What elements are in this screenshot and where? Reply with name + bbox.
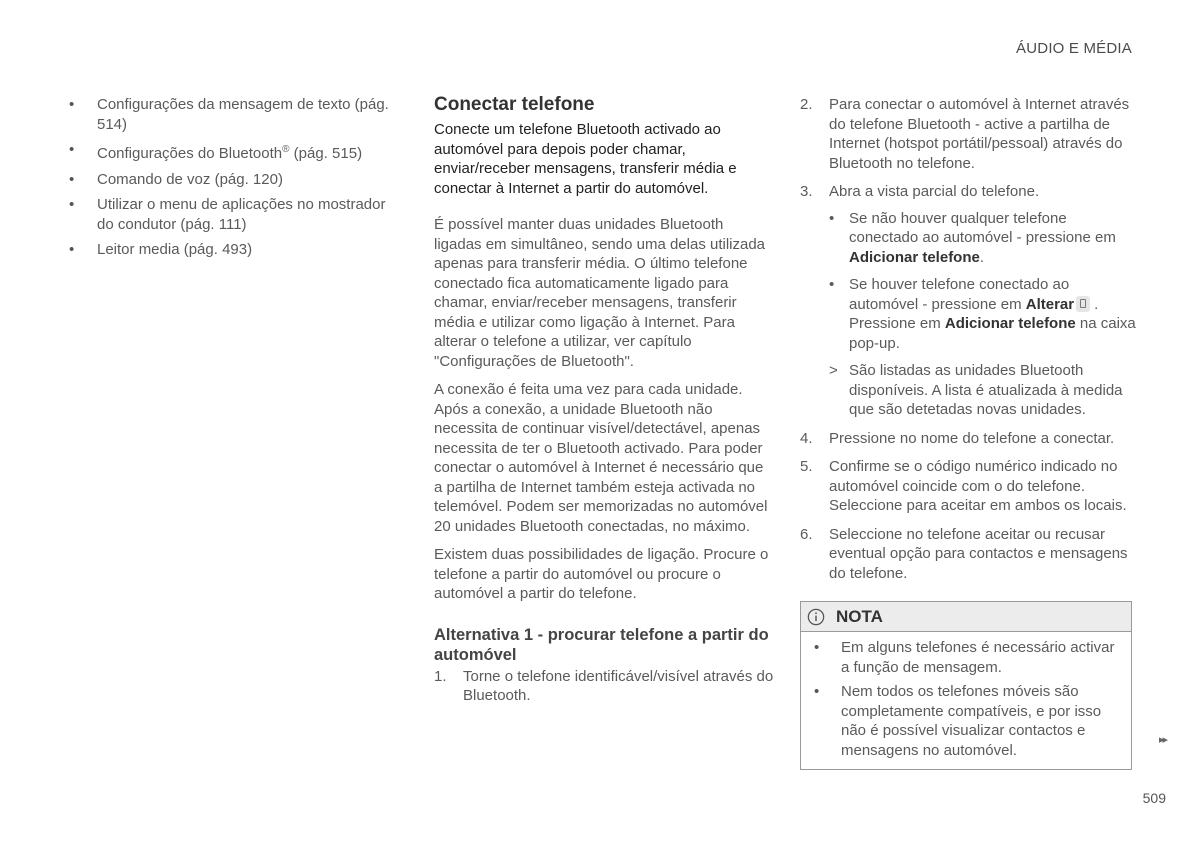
note-item: • Nem todos os telefones móveis são completamente compatíveis, e por isso não é possível visualizar contactos e mensagens no automóvel. — [813, 682, 1119, 760]
registered-mark: ® — [282, 144, 290, 155]
step-text: Torne o telefone identificável/visível através do Bluetooth. — [463, 667, 774, 704]
note-header — [801, 602, 1131, 632]
step-number: 4. — [800, 429, 813, 447]
info-icon — [807, 608, 825, 626]
list-item: • Configurações da mensagem de texto (pág. 514) — [68, 95, 390, 134]
step-number: 6. — [800, 525, 813, 543]
bullet-mark: • — [829, 276, 835, 293]
note-title: NOTA — [836, 606, 883, 626]
step-number: 5. — [800, 458, 813, 475]
list-item: • Utilizar o menu de aplicações no mostrador do condutor (pág. 111) — [68, 195, 390, 234]
step-number: 1. — [434, 667, 447, 685]
page-title: Conectar telefone — [434, 94, 595, 115]
step-text: Para conectar o automóvel à Internet através do telefone Bluetooth - active a partilha de Internet (hotspot portátil/pessoal) através do Bluetooth no telefone. — [829, 96, 1130, 172]
main-column — [434, 94, 774, 706]
step-item — [800, 95, 1136, 173]
note-item: • Em alguns telefones é necessário activar a função de mensagem. — [813, 638, 1119, 677]
substeps-list — [829, 209, 1136, 420]
substep-item: • Se não houver qualquer telefone conectado ao automóvel - pressione em Adicionar telefone. — [829, 209, 1116, 266]
step-item — [800, 525, 1136, 584]
step-item — [800, 429, 1136, 449]
bullet-mark: • — [829, 209, 835, 227]
step-text: Seleccione no telefone aceitar ou recusar eventual opção para contactos e mensagens do telefone. — [829, 525, 1128, 582]
body-paragraph: Existem duas possibilidades de ligação. Procure o telefone a partir do automóvel ou procure o automóvel a partir do telefone. — [434, 546, 769, 602]
lead-paragraph: Conecte um telefone Bluetooth activado ao automóvel para depois poder chamar, enviar/receber mensagens, transferir média e conectar à Internet a partir do automóvel. — [434, 121, 737, 197]
phone-switch-icon — [1076, 296, 1090, 312]
ui-label-add-phone: Adicionar telefone — [849, 248, 980, 266]
list-item: • Leitor media (pág. 493) — [68, 240, 390, 260]
section-header: ÁUDIO E MÉDIA — [1016, 40, 1132, 57]
note-body — [801, 632, 1131, 769]
steps-list — [800, 95, 1136, 583]
list-item-text: Configurações do Bluetooth® (pág. 515) — [97, 144, 363, 162]
related-links-list — [68, 95, 390, 260]
ui-label-add-phone: Adicionar telefone — [944, 315, 1076, 332]
body-paragraph: É possível manter duas unidades Bluetooth ligadas em simultâneo, sendo uma delas utilizada apenas para transferir média. O último telefone conectado fica automaticamente ligado para chamar, enviar/receber mensagens, transferir média e utilizar como ligação à Internet. Para alterar o telefone a utilizar, ver capítulo "Configurações de Bluetooth". — [434, 216, 766, 370]
step-text: Pressione no nome do telefone a conectar. — [829, 429, 1115, 447]
step-text: Confirme se o código numérico indicado no automóvel coincide com o do telefone. Seleccione para aceitar em ambos os locais. — [829, 458, 1127, 514]
related-links-column — [68, 95, 390, 266]
note-list — [813, 638, 1119, 760]
body-paragraph: A conexão é feita uma vez para cada unidade. Após a conexão, a unidade Bluetooth não necessita de continuar visível/detectável, apenas necessita de ter o Bluetooth activado. Para poder conectar o automóvel à Internet é necessário que a partilha de Internet também esteja activada no telemóvel. Podem ser memorizadas no automóvel 20 unidades Bluetooth conectadas, no máximo. — [434, 381, 768, 535]
step-number: 3. — [800, 183, 813, 200]
list-item — [68, 140, 390, 164]
page-number: 509 — [1142, 790, 1166, 806]
subheading: Alternativa 1 - procurar telefone a partir do automóvel — [434, 625, 769, 664]
ui-label-change: Alterar — [1025, 295, 1075, 313]
list-item: • Comando de voz (pág. 120) — [68, 170, 390, 190]
note-box — [800, 601, 1132, 770]
step-item — [434, 667, 774, 706]
result-item: > São listadas as unidades Bluetooth disponíveis. A lista é atualizada à medida que são detetadas novas unidades. — [829, 362, 1123, 418]
step-text: Abra a vista parcial do telefone. — [829, 183, 1040, 200]
steps-column — [800, 95, 1136, 770]
result-arrow-mark: > — [829, 362, 838, 379]
step-number: 2. — [800, 96, 813, 113]
step-item — [800, 457, 1136, 516]
substep-item: • Se houver telefone conectado ao automóvel - pressione em Alterar . Pressione em Adicionar telefone na caixa pop-up. — [829, 276, 1136, 352]
steps-list — [434, 667, 774, 706]
continue-arrows-icon: ▸▸ — [1158, 734, 1166, 746]
step-item — [800, 182, 1136, 420]
